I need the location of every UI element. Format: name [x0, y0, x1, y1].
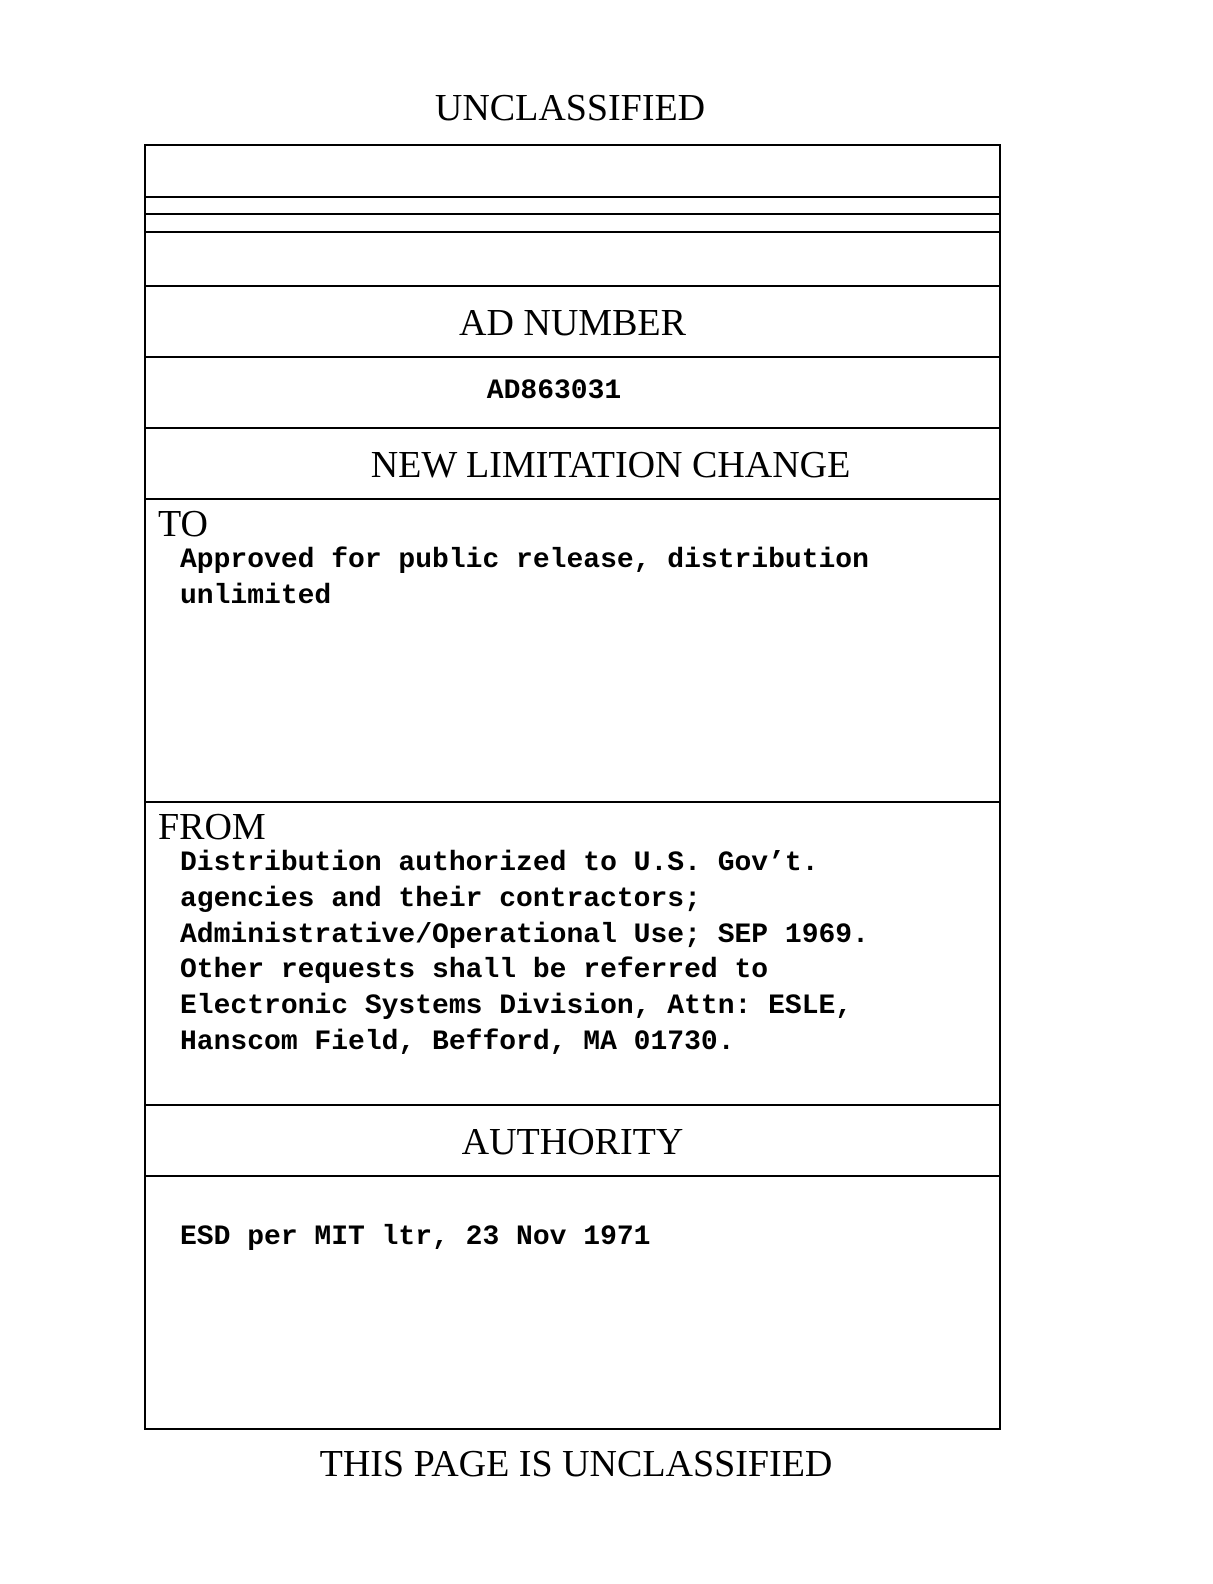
authority-label: AUTHORITY	[461, 1121, 684, 1163]
divider	[144, 196, 1001, 198]
top-classification: UNCLASSIFIED	[434, 87, 706, 129]
bottom-classification: THIS PAGE IS UNCLASSIFIED	[319, 1443, 833, 1485]
divider	[144, 498, 1001, 500]
to-line: unlimited	[180, 581, 332, 612]
from-line: agencies and their contractors;	[180, 884, 701, 915]
divider	[144, 427, 1001, 429]
ad-number-label: AD NUMBER	[459, 302, 686, 344]
divider	[144, 213, 1001, 215]
from-line: Distribution authorized to U.S. Gov’t.	[180, 848, 819, 879]
divider	[144, 1104, 1001, 1106]
to-label: TO	[158, 503, 208, 545]
ad-number-value: AD863031	[486, 376, 622, 407]
from-line: Other requests shall be referred to	[180, 955, 769, 986]
from-line: Electronic Systems Division, Attn: ESLE,	[180, 991, 853, 1022]
divider	[144, 231, 1001, 233]
to-line: Approved for public release, distribution	[180, 545, 869, 576]
divider	[144, 356, 1001, 358]
from-line: Administrative/Operational Use; SEP 1969.	[180, 920, 869, 951]
authority-value: ESD per MIT ltr, 23 Nov 1971	[180, 1222, 651, 1253]
divider	[144, 801, 1001, 803]
from-line: Hanscom Field, Befford, MA 01730.	[180, 1027, 735, 1058]
divider	[144, 1175, 1001, 1177]
divider	[144, 285, 1001, 287]
change-title: NEW LIMITATION CHANGE	[370, 444, 851, 486]
from-label: FROM	[158, 806, 266, 848]
